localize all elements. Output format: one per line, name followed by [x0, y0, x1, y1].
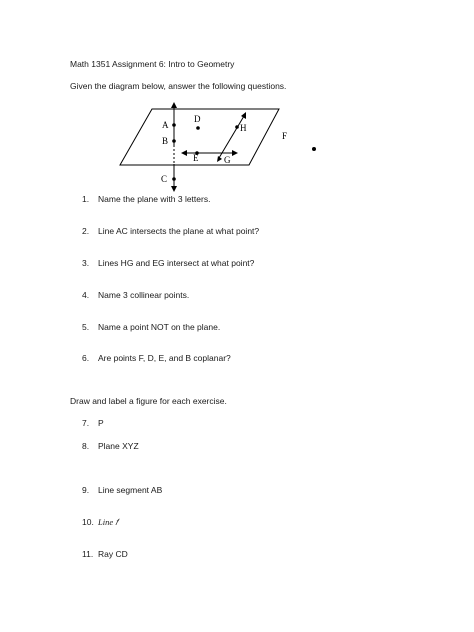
arrow-right-icon — [232, 150, 238, 156]
label-a: A — [162, 120, 169, 130]
question-1: 1. Name the plane with 3 letters. — [82, 194, 211, 204]
point-d — [196, 126, 200, 130]
point-f — [312, 147, 316, 151]
point-c — [172, 177, 176, 181]
exercise-9: 9. Line segment AB — [82, 485, 163, 495]
arrow-up-icon — [171, 102, 177, 108]
question-2: 2. Line AC intersects the plane at what point? — [82, 226, 260, 236]
label-c: C — [161, 174, 168, 184]
label-h: H — [240, 123, 247, 133]
label-f: F — [282, 131, 288, 141]
exercise-10: 10. Line 𝑓 — [82, 517, 118, 527]
question-6: 6. Are points F, D, E, and B coplanar? — [82, 353, 231, 363]
label-b: B — [162, 136, 169, 146]
arrow-left-icon — [181, 150, 187, 156]
question-5: 5. Name a point NOT on the plane. — [82, 322, 221, 332]
point-b — [172, 139, 176, 143]
section-2-title: Draw and label a figure for each exercise. — [70, 396, 227, 406]
label-d: D — [194, 114, 201, 124]
exercise-11: 11. Ray CD — [82, 549, 128, 559]
arrow-diag-up-icon — [241, 112, 246, 119]
arrow-down-icon — [171, 186, 177, 192]
intro-text: Given the diagram below, answer the following questions. — [70, 81, 287, 91]
assignment-title: Math 1351 Assignment 6: Intro to Geometry — [70, 59, 235, 69]
point-h — [235, 125, 239, 129]
label-e: E — [193, 153, 199, 163]
exercise-8: 8. Plane XYZ — [82, 441, 139, 451]
geometry-diagram — [110, 100, 330, 195]
question-3: 3. Lines HG and EG intersect at what point? — [82, 258, 255, 268]
exercise-7: 7. P — [82, 418, 104, 428]
point-a — [172, 123, 176, 127]
label-g: G — [224, 155, 231, 165]
question-4: 4. Name 3 collinear points. — [82, 290, 190, 300]
